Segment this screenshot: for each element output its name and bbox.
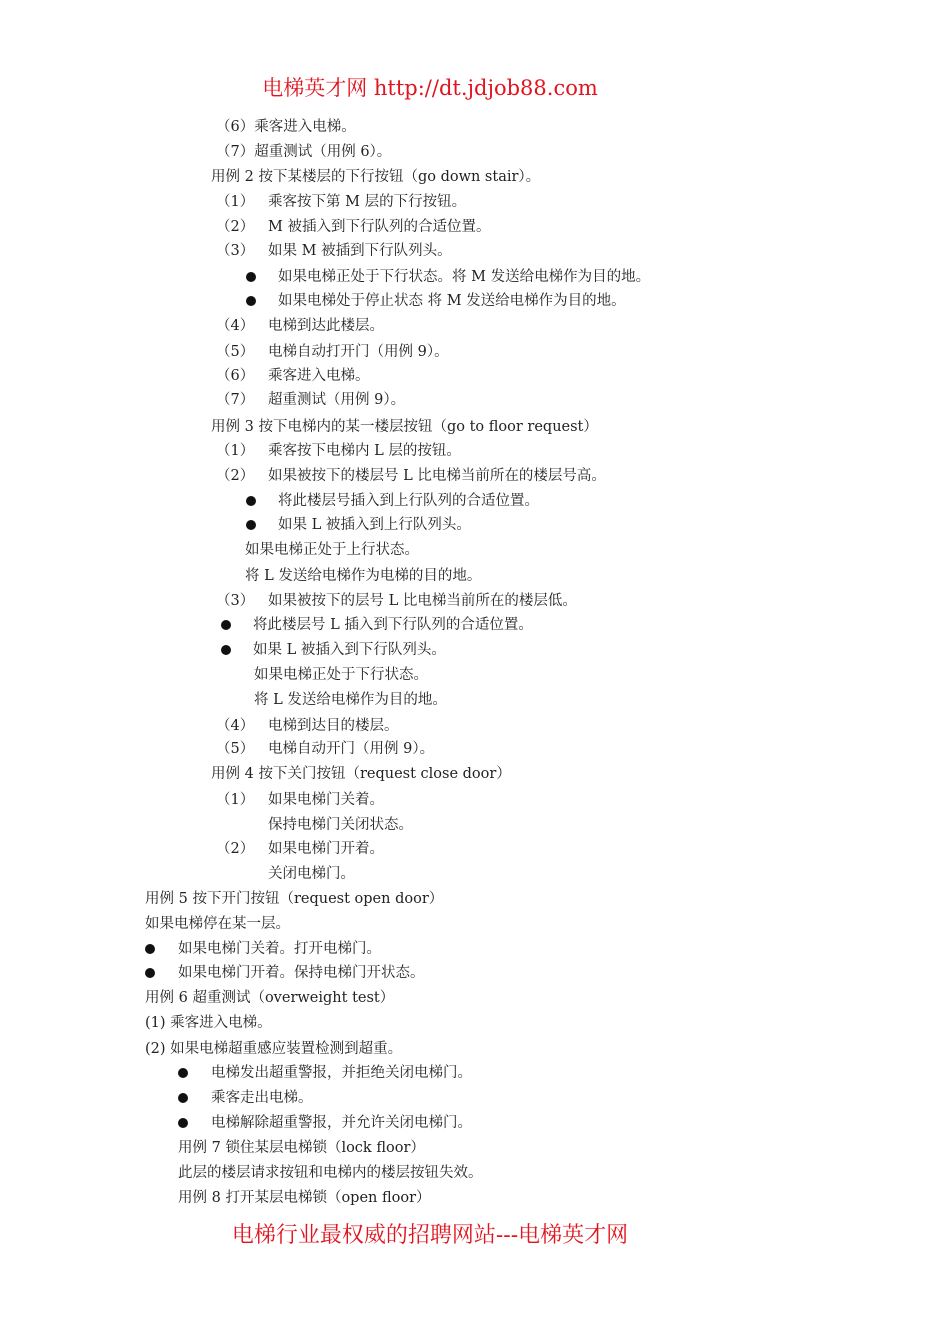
list-item: 超重测试（用例 9）。 [268, 392, 406, 408]
list-item: 如果 L 被插入到上行队列头。 [278, 517, 471, 533]
list-item: 关闭电梯门。 [268, 866, 355, 882]
bullet-icon [145, 968, 155, 978]
list-item: 将 L 发送给电梯作为电梯的目的地。 [245, 568, 482, 584]
step-number: （4） [216, 318, 255, 334]
list-item: 如果电梯处于停止状态 将 M 发送给电梯作为目的地。 [278, 293, 626, 309]
list-item: (2) 如果电梯超重感应装置检测到超重。 [145, 1041, 403, 1057]
step-number: （3） [216, 243, 255, 259]
step-number: （4） [216, 718, 255, 734]
list-item: 电梯自动开门（用例 9）。 [268, 741, 435, 757]
bullet-icon [221, 645, 231, 655]
list-item: 如果被按下的层号 L 比电梯当前所在的楼层低。 [268, 593, 577, 609]
list-item: 将 L 发送给电梯作为目的地。 [254, 692, 447, 708]
list-item: 如果电梯门关着。打开电梯门。 [178, 941, 381, 957]
step-number: （5） [216, 344, 255, 360]
list-item: (1) 乘客进入电梯。 [145, 1015, 272, 1031]
step-number: （5） [216, 741, 255, 757]
step-number: （1） [216, 792, 255, 808]
bullet-icon [246, 520, 256, 530]
list-item: 将此楼层号 L 插入到下行队列的合适位置。 [253, 617, 533, 633]
page-footer: 电梯行业最权威的招聘网站---电梯英才网 [231, 1223, 629, 1248]
list-item: 乘客按下电梯内 L 层的按钮。 [268, 443, 461, 459]
list-item: 如果电梯门开着。保持电梯门开状态。 [178, 965, 425, 981]
list-item: 如果电梯正处于下行状态。将 M 发送给电梯作为目的地。 [278, 269, 651, 285]
section-heading: 用例 8 打开某层电梯锁（open floor） [178, 1190, 431, 1206]
step-number: （1） [216, 443, 255, 459]
step-number: （7） [216, 392, 255, 408]
bullet-icon [246, 272, 256, 282]
list-item: M 被插入到下行队列的合适位置。 [268, 219, 491, 235]
page-header: 电梯英才网 http://dt.jdjob88.com [262, 76, 598, 100]
bullet-icon [145, 944, 155, 954]
list-item: 如果 M 被插到下行队列头。 [268, 243, 452, 259]
bullet-icon [178, 1068, 188, 1078]
bullet-icon [178, 1118, 188, 1128]
section-heading: 用例 2 按下某楼层的下行按钮（go down stair）。 [211, 169, 541, 185]
step-number: （3） [216, 593, 255, 609]
section-heading: 用例 7 锁住某层电梯锁（lock floor） [178, 1140, 425, 1156]
bullet-icon [221, 620, 231, 630]
list-item: 乘客进入电梯。 [268, 368, 370, 384]
step-number: （1） [216, 194, 255, 210]
list-item: 乘客走出电梯。 [211, 1090, 313, 1106]
list-item: 保持电梯门关闭状态。 [268, 817, 413, 833]
list-item: 电梯到达目的楼层。 [268, 718, 399, 734]
section-heading: 用例 6 超重测试（overweight test） [145, 990, 395, 1006]
list-item: 如果电梯正处于下行状态。 [254, 667, 428, 683]
step-number: （2） [216, 219, 255, 235]
step-number: （2） [216, 841, 255, 857]
bullet-icon [246, 496, 256, 506]
list-item: 电梯解除超重警报，并允许关闭电梯门。 [211, 1115, 472, 1131]
section-heading: 用例 5 按下开门按钮（request open door） [145, 891, 444, 907]
list-item: 如果电梯停在某一层。 [145, 916, 290, 932]
list-item: 此层的楼层请求按钮和电梯内的楼层按钮失效。 [178, 1165, 483, 1181]
list-item: （6）乘客进入电梯。 [216, 119, 356, 135]
list-item: 电梯发出超重警报，并拒绝关闭电梯门。 [211, 1065, 472, 1081]
list-item: 电梯到达此楼层。 [268, 318, 384, 334]
step-number: （2） [216, 468, 255, 484]
list-item: 如果电梯门关着。 [268, 792, 384, 808]
list-item: （7）超重测试（用例 6）。 [216, 144, 392, 160]
step-number: （6） [216, 368, 255, 384]
list-item: 乘客按下第 M 层的下行按钮。 [268, 194, 467, 210]
list-item: 如果 L 被插入到下行队列头。 [253, 642, 446, 658]
section-heading: 用例 3 按下电梯内的某一楼层按钮（go to floor request） [211, 419, 598, 435]
list-item: 如果被按下的楼层号 L 比电梯当前所在的楼层号高。 [268, 468, 606, 484]
bullet-icon [246, 296, 256, 306]
list-item: 如果电梯门开着。 [268, 841, 384, 857]
bullet-icon [178, 1093, 188, 1103]
list-item: 将此楼层号插入到上行队列的合适位置。 [278, 493, 539, 509]
list-item: 电梯自动打开门（用例 9）。 [268, 344, 449, 360]
section-heading: 用例 4 按下关门按钮（request close door） [211, 766, 511, 782]
list-item: 如果电梯正处于上行状态。 [245, 542, 419, 558]
